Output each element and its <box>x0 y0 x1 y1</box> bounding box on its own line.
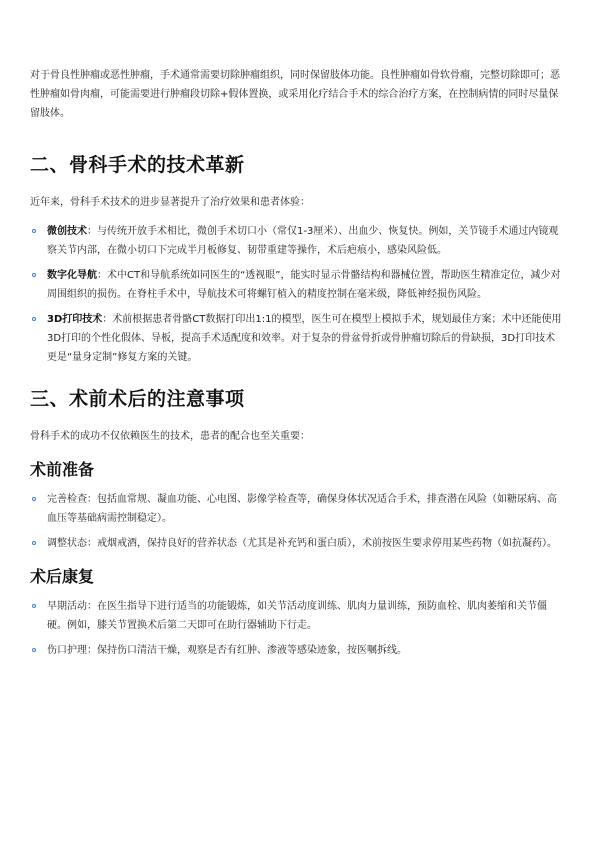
list-item-minimally-invasive <box>30 222 565 260</box>
item-term: 数字化导航 <box>47 270 97 281</box>
bullet-icon <box>32 317 36 321</box>
bullet-icon <box>32 648 36 652</box>
list-item-digital-navigation <box>30 266 565 304</box>
bullet-icon <box>32 541 36 545</box>
list-item <box>30 490 565 528</box>
list-item <box>30 597 565 635</box>
bullet-icon <box>32 604 36 608</box>
item-text: ：术中CT和导航系统如同医生的“透视眼”，能实时显示骨骼结构和器械位置，帮助医生精准定位，减少对周围组织的损伤。在脊柱手术中，导航技术可将螺钉植入的精度控制在毫米级，降低神经损伤风险。 <box>47 270 561 300</box>
post-op-list <box>30 597 565 660</box>
pre-op-list <box>30 490 565 553</box>
bullet-icon <box>32 497 36 501</box>
section-2-title: 二、骨科手术的技术革新 <box>30 154 245 176</box>
section-2-lead: 近年来，骨科手术技术的进步显著提升了治疗效果和患者体验： <box>30 197 310 208</box>
bullet-icon <box>32 229 36 233</box>
pre-op-title: 术前准备 <box>30 460 95 479</box>
tech-innovation-list <box>30 222 565 367</box>
item-term: 微创技术 <box>47 226 87 237</box>
post-op-title: 术后康复 <box>30 567 95 586</box>
intro-paragraph: 对于骨良性肿瘤或恶性肿瘤，手术通常需要切除肿瘤组织，同时保留肢体功能。良性肿瘤如骨软骨瘤，完整切除即可；恶性肿瘤如骨肉瘤，可能需要进行肿瘤段切除+假体置换，或采用化疗结合手术的综合治疗方案，在控制病情的同时尽量保留肢体。 <box>30 70 560 119</box>
list-item <box>30 534 565 553</box>
item-text: 完善检查：包括血常规、凝血功能、心电图、影像学检查等，确保身体状况适合手术，排查潜在风险（如糖尿病、高血压等基础病需控制稳定）。 <box>47 494 557 524</box>
item-term: 3D打印技术 <box>47 314 103 325</box>
item-text: 伤口护理：保持伤口清洁干燥，观察是否有红肿、渗液等感染迹象，按医嘱拆线。 <box>47 645 407 656</box>
list-item-3d-printing <box>30 310 565 367</box>
section-3-title: 三、术前术后的注意事项 <box>30 388 245 410</box>
section-3-lead: 骨科手术的成功不仅依赖医生的技术，患者的配合也至关重要： <box>30 431 310 442</box>
item-text: 调整状态：戒烟戒酒，保持良好的营养状态（尤其是补充钙和蛋白质），术前按医生要求停用某些药物（如抗凝药）。 <box>47 538 557 549</box>
list-item <box>30 641 565 660</box>
item-text: ：术前根据患者骨骼CT数据打印出1:1的模型，医生可在模型上模拟手术，规划最佳方案；术中还能使用3D打印的个性化假体、导板，提高手术适配度和效率。对于复杂的骨盆骨折或骨肿瘤切除后的骨缺损，3D打印技术更是“量身定制”修复方案的关键。 <box>47 314 562 363</box>
item-text: ：与传统开放手术相比，微创手术切口小（常仅1-3厘米）、出血少、恢复快。例如，关节镜手术通过内镜观察关节内部，在微小切口下完成半月板修复、韧带重建等操作，术后疤痕小，感染风险低。 <box>47 226 559 256</box>
bullet-icon <box>32 273 36 277</box>
item-text: 早期活动：在医生指导下进行适当的功能锻炼，如关节活动度训练、肌肉力量训练，预防血栓、肌肉萎缩和关节僵硬。例如，膝关节置换术后第二天即可在助行器辅助下行走。 <box>47 601 547 631</box>
